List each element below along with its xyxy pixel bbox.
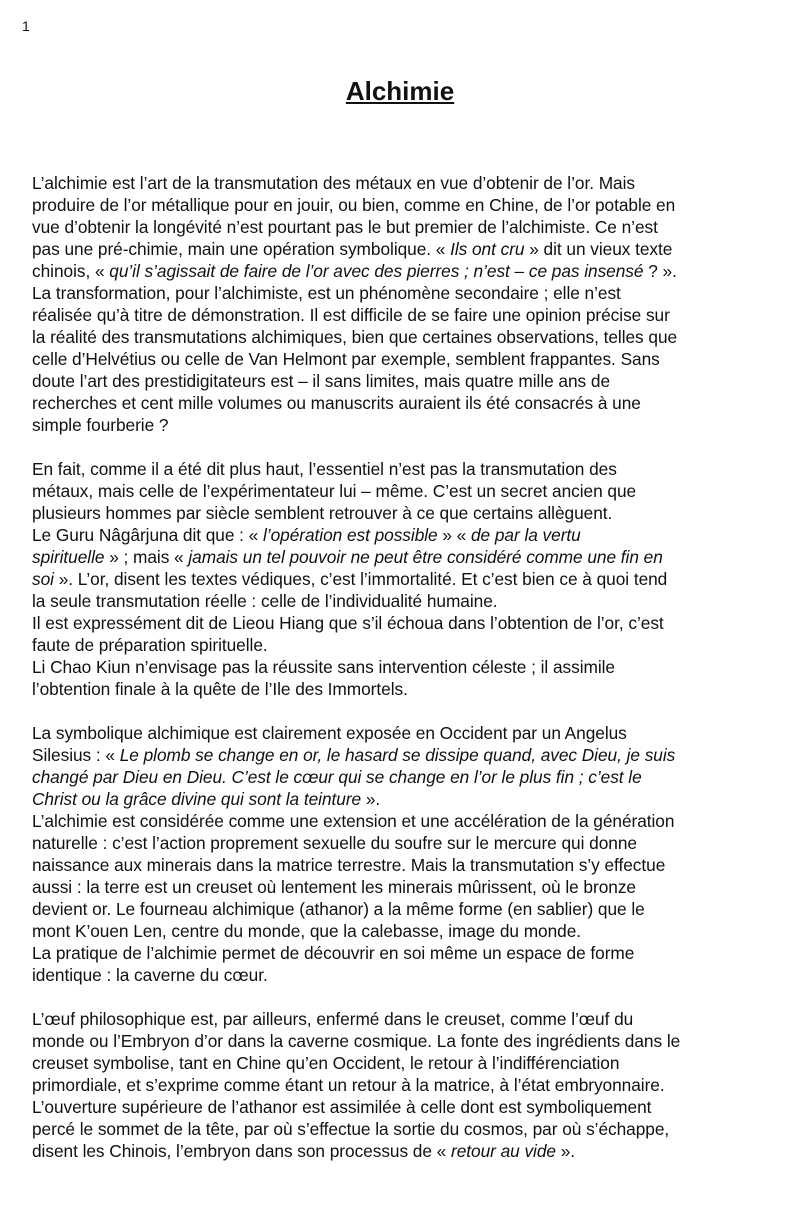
text-run: naissance aux minerais dans la matrice terrestre. Mais la transmutation s’y effectue [32,855,666,875]
text-line [32,920,772,942]
text-line [32,260,772,282]
text-run: métaux, mais celle de l’expérimentateur lui – même. C’est un secret ancien que [32,481,637,501]
text-run: simple fourberie ? [32,415,169,435]
text-line [32,1096,772,1118]
italic-quote: spirituelle [32,547,105,567]
text-line [32,1052,772,1074]
text-line [32,832,772,854]
text-run: » « [437,525,471,545]
text-line [32,326,772,348]
italic-quote: l’opération est possible [263,525,438,545]
text-run: primordiale, et s’exprime comme étant un retour à la matrice, à l’état embryonnaire. [32,1075,665,1095]
italic-quote: Ils ont cru [450,239,525,259]
italic-quote: Le plomb se change en or, le hasard se dissipe quand, avec Dieu, je suis [119,745,676,765]
text-line [32,898,772,920]
text-run: Le Guru Nâgârjuna dit que : « [32,525,263,545]
text-line [32,348,772,370]
text-run: ». [361,789,381,809]
text-run: ». [555,1141,576,1161]
text-run: L’alchimie est considérée comme une extension et une accélération de la génération [32,811,675,831]
text-run: doute l’art des prestidigitateurs est – il sans limites, mais quatre mille ans de [32,371,611,391]
text-line [32,656,772,678]
text-run: La pratique de l’alchimie permet de découvrir en soi même un espace de forme [32,943,635,963]
text-run: réalisée qu’à titre de démonstration. Il est difficile de se faire une opinion précise sur [32,305,670,325]
text-run: pas une pré-chimie, main une opération symbolique. « [32,239,451,259]
text-run: identique : la caverne du cœur. [32,965,268,985]
text-run: Il est expressément dit de Lieou Hiang que s’il échoua dans l’obtention de l’or, c’est [32,613,664,633]
text-line [32,634,772,656]
document-body [32,172,772,1184]
italic-quote: retour au vide [451,1141,556,1161]
text-run: En fait, comme il a été dit plus haut, l’essentiel n’est pas la transmutation des [32,459,617,479]
text-line [32,766,772,788]
text-run: L’œuf philosophique est, par ailleurs, enfermé dans le creuset, comme l’œuf du [32,1009,634,1029]
text-line [32,678,772,700]
text-line [32,546,772,568]
text-run: aussi : la terre est un creuset où lentement les minerais mûrissent, où le bronze [32,877,636,897]
text-line [32,480,772,502]
text-line [32,458,772,480]
text-run: la seule transmutation réelle : celle de l’individualité humaine. [32,591,498,611]
italic-quote: Christ ou la grâce divine qui sont la teinture [32,789,362,809]
text-run: La symbolique alchimique est clairement exposée en Occident par un Angelus [32,723,627,743]
text-line [32,216,772,238]
text-line [32,282,772,304]
text-run: plusieurs hommes par siècle semblent retrouver à ce que certains allèguent. [32,503,613,523]
text-line [32,942,772,964]
text-line [32,238,772,260]
paragraph-4 [32,1008,772,1162]
text-run: produire de l’or métallique pour en jouir, ou bien, comme en Chine, de l’or potable en [32,195,676,215]
text-run: la réalité des transmutations alchimiques, bien que certaines observations, telles que [32,327,678,347]
text-line [32,524,772,546]
text-run: Silesius : « [32,745,120,765]
text-line [32,370,772,392]
text-line [32,854,772,876]
text-line [32,568,772,590]
text-line [32,392,772,414]
text-run: l’obtention finale à la quête de l’Ile des Immortels. [32,679,408,699]
text-line [32,1118,772,1140]
text-line [32,1074,772,1096]
text-run: ? ». [643,261,677,281]
text-line [32,744,772,766]
text-run: naturelle : c’est l’action proprement sexuelle du soufre sur le mercure qui donne [32,833,637,853]
text-run: mont K’ouen Len, centre du monde, que la calebasse, image du monde. [32,921,582,941]
text-run: faute de préparation spirituelle. [32,635,268,655]
text-run: creuset symbolise, tant en Chine qu’en Occident, le retour à l’indifférenciation [32,1053,620,1073]
document-title: Alchimie [345,76,455,106]
text-run: disent les Chinois, l’embryon dans son processus de « [32,1141,451,1161]
text-line [32,194,772,216]
text-run: monde ou l’Embryon d’or dans la caverne cosmique. La fonte des ingrédients dans le [32,1031,681,1051]
text-line [32,612,772,634]
text-run: ». L’or, disent les textes védiques, c’est l’immortalité. Et c’est bien ce à quoi tend [53,569,668,589]
text-run: recherches et cent mille volumes ou manuscrits auraient ils été consacrés à une [32,393,641,413]
text-line [32,590,772,612]
text-run: L’alchimie est l’art de la transmutation des métaux en vue d’obtenir de l’or. Mais [32,173,635,193]
paragraph-1 [32,172,772,436]
text-run: L’ouverture supérieure de l’athanor est assimilée à celle dont est symboliquement [32,1097,652,1117]
italic-quote: de par la vertu [471,525,581,545]
text-run: celle d’Helvétius ou celle de Van Helmont par exemple, semblent frappantes. Sans [32,349,660,369]
italic-quote: qu’il s’agissait de faire de l’or avec des pierres ; n’est – ce pas insensé [109,261,644,281]
italic-quote: changé par Dieu en Dieu. C’est le cœur qui se change en l’or le plus fin ; c’est le [32,767,642,787]
text-line [32,788,772,810]
text-line [32,722,772,744]
text-line [32,502,772,524]
paragraph-3 [32,722,772,986]
text-line [32,304,772,326]
page-number: 1 [22,18,30,34]
text-line [32,172,772,194]
text-line [32,810,772,832]
italic-quote: jamais un tel pouvoir ne peut être considéré comme une fin en [188,547,663,567]
text-line [32,876,772,898]
text-run: » dit un vieux texte [524,239,673,259]
text-run: percé le sommet de la tête, par où s’effectue la sortie du cosmos, par où s’échappe, [32,1119,670,1139]
text-run: vue d’obtenir la longévité n’est pourtant pas le but premier de l’alchimiste. Ce n’est [32,217,658,237]
text-run: chinois, « [32,261,110,281]
text-line [32,1008,772,1030]
text-run: La transformation, pour l’alchimiste, est un phénomène secondaire ; elle n’est [32,283,621,303]
text-run: Li Chao Kiun n’envisage pas la réussite sans intervention céleste ; il assimile [32,657,615,677]
text-line [32,964,772,986]
text-run: devient or. Le fourneau alchimique (athanor) a la même forme (en sablier) que le [32,899,645,919]
italic-quote: soi [32,569,54,589]
paragraph-2 [32,458,772,700]
text-line [32,1030,772,1052]
text-line [32,1140,772,1162]
text-line [32,414,772,436]
text-run: » ; mais « [104,547,189,567]
